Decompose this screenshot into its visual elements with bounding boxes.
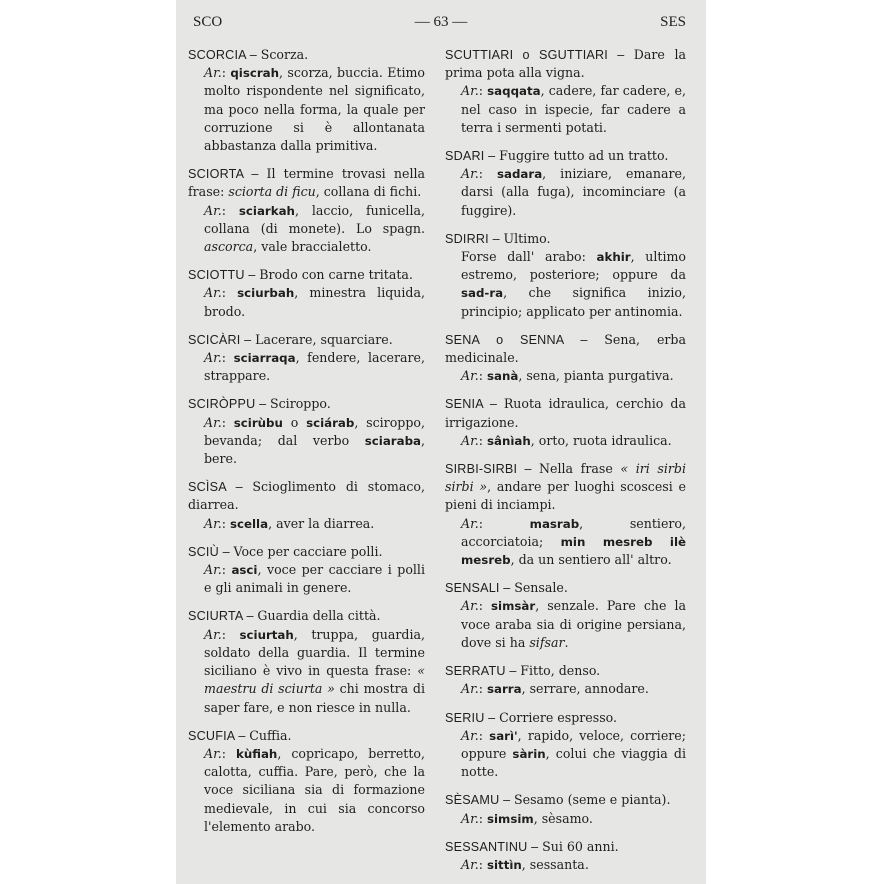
entry-definition: [445, 367, 686, 385]
headword: SDARI –: [445, 149, 500, 164]
text-run: , scorza, buccia. Etimo molto rispondente nel significato, ma poco nella forma, la quale per corruzione si è allontanata abbastanza dalla primitiva.: [204, 65, 425, 154]
entry-definition: [188, 349, 425, 385]
lang-label: Ar.: [204, 414, 222, 430]
entry-headline: [445, 230, 686, 248]
text-run: , laccio, funicella, collana (di monete). Lo spagn.: [204, 202, 425, 236]
text-run: , che significa inizio, principio; applicato per antinomia.: [461, 285, 686, 319]
text-run: , aver la diarrea.: [268, 515, 375, 531]
left-column: [188, 46, 425, 846]
text-run: , orto, ruota idraulica.: [530, 432, 672, 448]
entry-headline: [445, 709, 686, 727]
headword: SCIORTA –: [188, 167, 267, 182]
headword: SDIRRI –: [445, 231, 504, 246]
text-run: Sena, erba medicinale.: [445, 331, 686, 366]
entry-headline: [445, 791, 686, 809]
entry-headline: [445, 579, 686, 597]
arabic-term: sad-ra: [461, 286, 504, 301]
header-right-guide: SES: [660, 14, 686, 30]
entry-definition: [445, 727, 686, 782]
text-run: Sui 60 anni.: [542, 838, 619, 854]
headword: SERRATU –: [445, 664, 521, 679]
text-run: Sciroppo.: [269, 396, 331, 412]
entry-definition: [188, 626, 425, 717]
dictionary-entry: [445, 579, 686, 652]
italic-phrase: sifsar: [529, 634, 565, 650]
arabic-term: sciurbah: [237, 286, 295, 301]
headword: SENIA –: [445, 397, 504, 412]
entry-headline: [445, 331, 686, 367]
arabic-term: simsàr: [491, 599, 536, 614]
lang-label: Ar.: [204, 285, 222, 301]
headword: SIRBI-SIRBI –: [445, 462, 540, 477]
arabic-term: saqqata: [487, 84, 541, 99]
dictionary-entry: [188, 46, 425, 155]
text-run: , da un sentiero all' altro.: [510, 552, 672, 568]
text-run: Corriere espresso.: [499, 709, 618, 725]
lang-label: Ar.: [461, 856, 479, 872]
entry-headline: [188, 543, 425, 561]
text-run: :: [478, 83, 488, 99]
text-run: , senzale. Pare che la voce araba sia di origine persiana, dove si ha: [461, 598, 686, 650]
text-run: Scorza.: [260, 47, 309, 62]
arabic-term: sânìah: [486, 433, 531, 448]
text-run: Lacerare, squarciare.: [255, 331, 393, 347]
entry-headline: [188, 165, 425, 201]
dictionary-entry: [445, 331, 686, 386]
headword: SCICÀRI –: [188, 332, 256, 347]
text-run: Sesamo (seme e pianta).: [514, 792, 671, 808]
text-run: chi mostra di saper fare, e non riesce in nulla.: [204, 681, 426, 715]
headword: SCUFIA –: [188, 728, 250, 743]
headword: SESSANTINU –: [445, 839, 543, 854]
text-run: Dare la prima pota alla vigna.: [445, 47, 686, 81]
italic-phrase: « maestru di sciurta »: [204, 663, 425, 697]
dictionary-entry: [445, 662, 686, 698]
entry-definition: [445, 432, 686, 450]
headword: SCIÙ –: [188, 544, 234, 559]
entry-definition: [445, 248, 686, 321]
text-run: , truppa, guardia, soldato della guardia. Il termine siciliano è vivo in questa frase:: [204, 626, 425, 679]
arabic-term: masrab: [529, 516, 580, 531]
entry-headline: [445, 460, 686, 515]
entry-definition: [445, 810, 686, 828]
text-run: , vale braccialetto.: [253, 239, 372, 255]
entry-headline: [188, 727, 425, 745]
headword: SCIOTTU –: [188, 268, 260, 283]
arabic-term: sàrin: [512, 746, 546, 761]
lang-label: Ar.: [204, 626, 222, 642]
dictionary-entry: [445, 460, 686, 569]
text-run: , rapido, veloce, corriere; oppure: [461, 727, 687, 761]
dictionary-entry: [188, 165, 425, 256]
entry-headline: [188, 331, 425, 349]
text-run: , sentiero, accorciatoia;: [461, 515, 687, 549]
lang-label: Ar.: [461, 598, 479, 614]
text-run: o: [282, 414, 307, 430]
text-run: Cuffia.: [249, 727, 292, 743]
headword: SCIURTA –: [188, 609, 258, 624]
text-run: , collana di fichi.: [315, 184, 422, 200]
text-run: Forse dall' arabo:: [461, 249, 597, 265]
text-run: :: [478, 727, 490, 743]
text-run: .: [564, 634, 569, 650]
entry-headline: [445, 838, 686, 856]
headword: SENA o SENNA –: [445, 332, 605, 347]
entry-headline: [188, 478, 425, 514]
text-run: Scioglimento di stomaco, diarrea.: [188, 479, 425, 513]
lang-label: Ar.: [461, 432, 479, 448]
dictionary-entry: [445, 395, 686, 450]
dictionary-entry: [188, 543, 425, 598]
arabic-term: sarra: [486, 682, 522, 697]
text-run: :: [221, 350, 234, 366]
text-run: , minestra liquida, brodo.: [204, 285, 425, 319]
text-run: :: [221, 515, 230, 531]
lang-label: Ar.: [204, 350, 222, 366]
headword: SCIRÒPPU –: [188, 397, 270, 412]
page-header: [176, 14, 706, 36]
text-run: , fendere, lacerare, strappare.: [204, 350, 426, 384]
entry-headline: [445, 46, 686, 82]
italic-phrase: « iri sirbi sirbi »: [445, 461, 687, 495]
text-run: , sessanta.: [521, 856, 589, 872]
arabic-term: sciurtah: [239, 627, 294, 642]
headword: SCORCIA –: [188, 48, 261, 62]
arabic-term: sadara: [497, 167, 543, 182]
text-run: , colui che viaggia di notte.: [461, 745, 686, 780]
text-run: Brodo con carne tritata.: [259, 267, 413, 283]
text-run: , ultimo estremo, posteriore; oppure da: [461, 249, 686, 283]
entry-definition: [188, 284, 425, 320]
page-number: — 63 —: [414, 14, 468, 30]
dictionary-entry: [188, 395, 425, 468]
entry-definition: [188, 414, 425, 469]
text-run: :: [478, 810, 487, 826]
dictionary-entry: [188, 331, 425, 386]
text-run: Guardia della città.: [257, 608, 381, 624]
entry-definition: [445, 165, 686, 220]
entry-definition: [188, 515, 425, 533]
text-run: , copricapo, berretto, calotta, cuffia. Pare, però, che la voce siciliana sia di formazione medievale, in cui sia concorso l'elemento arabo.: [204, 745, 426, 834]
dictionary-entry: [188, 727, 425, 836]
lang-label: Ar.: [204, 515, 222, 531]
entry-definition: [445, 515, 686, 570]
text-run: , sciroppo, bevanda; dal verbo: [204, 414, 425, 448]
text-run: :: [478, 856, 487, 872]
text-run: , serrare, annodare.: [521, 681, 649, 697]
dictionary-entry: [445, 230, 686, 321]
entry-definition: [445, 680, 686, 698]
text-run: Fuggire tutto ad un tratto.: [499, 148, 669, 164]
text-run: , andare per luoghi scoscesi e pieni di inciampi.: [445, 479, 687, 513]
text-run: Nella frase: [539, 461, 621, 477]
header-left-guide: SCO: [193, 14, 223, 30]
text-run: , iniziare, emanare, darsi (alla fuga), incominciare (a fuggire).: [461, 166, 687, 218]
lang-label: Ar.: [461, 681, 479, 697]
dictionary-entry: [445, 147, 686, 220]
entry-definition: [188, 561, 425, 597]
entry-definition: [445, 856, 686, 874]
text-run: :: [221, 202, 239, 218]
arabic-term: min mesreb ilè mesreb: [461, 534, 686, 568]
arabic-term: sittìn: [486, 857, 522, 872]
lang-label: Ar.: [461, 368, 479, 384]
headword: SÈSAMU –: [445, 793, 514, 808]
arabic-term: akhir: [596, 250, 631, 265]
text-run: , sena, pianta purgativa.: [518, 368, 674, 384]
entry-headline: [188, 607, 425, 625]
headword: SCÌSA –: [188, 480, 253, 495]
text-run: , sèsamo.: [533, 810, 593, 826]
entry-definition: [188, 745, 425, 836]
lang-label: Ar.: [204, 202, 222, 218]
text-run: :: [478, 515, 530, 531]
text-run: :: [478, 681, 487, 697]
text-run: Ruota idraulica, cerchio da irrigazione.: [445, 396, 686, 430]
lang-label: Ar.: [461, 727, 479, 743]
lang-label: Ar.: [461, 166, 479, 182]
text-run: :: [221, 745, 236, 761]
dictionary-entry: [188, 478, 425, 533]
dictionary-entry: [445, 709, 686, 782]
text-run: :: [478, 598, 492, 614]
headword: SENSALI –: [445, 581, 515, 596]
text-run: :: [221, 65, 231, 81]
lang-label: Ar.: [204, 65, 222, 81]
dictionary-page: [176, 0, 706, 884]
entry-definition: [445, 597, 686, 652]
arabic-term: sciárab: [306, 415, 355, 430]
lang-label: Ar.: [204, 745, 222, 761]
arabic-term: sciaraba: [364, 433, 421, 448]
entry-definition: [188, 64, 425, 155]
text-run: Ultimo.: [503, 230, 551, 246]
lang-label: Ar.: [461, 515, 479, 531]
text-run: Sensale.: [514, 580, 568, 596]
lang-label: Ar.: [461, 810, 479, 826]
entry-headline: [188, 266, 425, 284]
text-run: :: [221, 626, 240, 642]
dictionary-entry: [445, 838, 686, 874]
text-run: :: [221, 562, 232, 578]
arabic-term: qiscrah: [230, 66, 280, 81]
entry-headline: [445, 395, 686, 431]
arabic-term: asci: [231, 563, 258, 578]
dictionary-entry: [445, 791, 686, 827]
entry-headline: [188, 46, 425, 64]
headword: SCUTTIARI o SGUTTIARI –: [445, 48, 634, 62]
entry-headline: [188, 395, 425, 413]
text-run: Fitto, denso.: [520, 663, 601, 679]
dictionary-entry: [188, 266, 425, 321]
text-run: , voce per cacciare i polli e gli animali in genere.: [204, 562, 425, 596]
right-column: [445, 46, 686, 884]
arabic-term: scella: [229, 516, 269, 531]
dictionary-entry: [445, 46, 686, 137]
arabic-term: scirùbu: [233, 415, 283, 430]
entry-headline: [445, 147, 686, 165]
arabic-term: sciarraqa: [233, 351, 296, 366]
dictionary-entry: [188, 607, 425, 716]
arabic-term: sarì': [489, 728, 518, 743]
text-run: :: [478, 368, 487, 384]
arabic-term: sciarkah: [238, 203, 295, 218]
text-run: :: [478, 166, 497, 182]
text-run: Il termine trovasi nella frase:: [188, 166, 426, 200]
text-run: :: [221, 414, 234, 430]
text-run: , cadere, far cadere, e, nel caso in ispecie, far cadere a terra i sermenti potati.: [461, 83, 686, 135]
headword: SERIU –: [445, 710, 500, 725]
text-run: , bere.: [204, 432, 425, 467]
entry-definition: [445, 82, 686, 137]
text-run: Voce per cacciare polli.: [233, 543, 383, 559]
lang-label: Ar.: [461, 83, 479, 99]
entry-definition: [188, 202, 425, 257]
italic-phrase: ascorca: [204, 239, 254, 255]
arabic-term: kùfiah: [235, 746, 278, 761]
italic-phrase: sciorta di ficu: [228, 184, 316, 200]
lang-label: Ar.: [204, 562, 222, 578]
text-run: :: [221, 285, 238, 301]
entry-headline: [445, 662, 686, 680]
arabic-term: sanà: [486, 369, 519, 384]
text-run: :: [478, 432, 487, 448]
arabic-term: simsim: [486, 811, 534, 826]
